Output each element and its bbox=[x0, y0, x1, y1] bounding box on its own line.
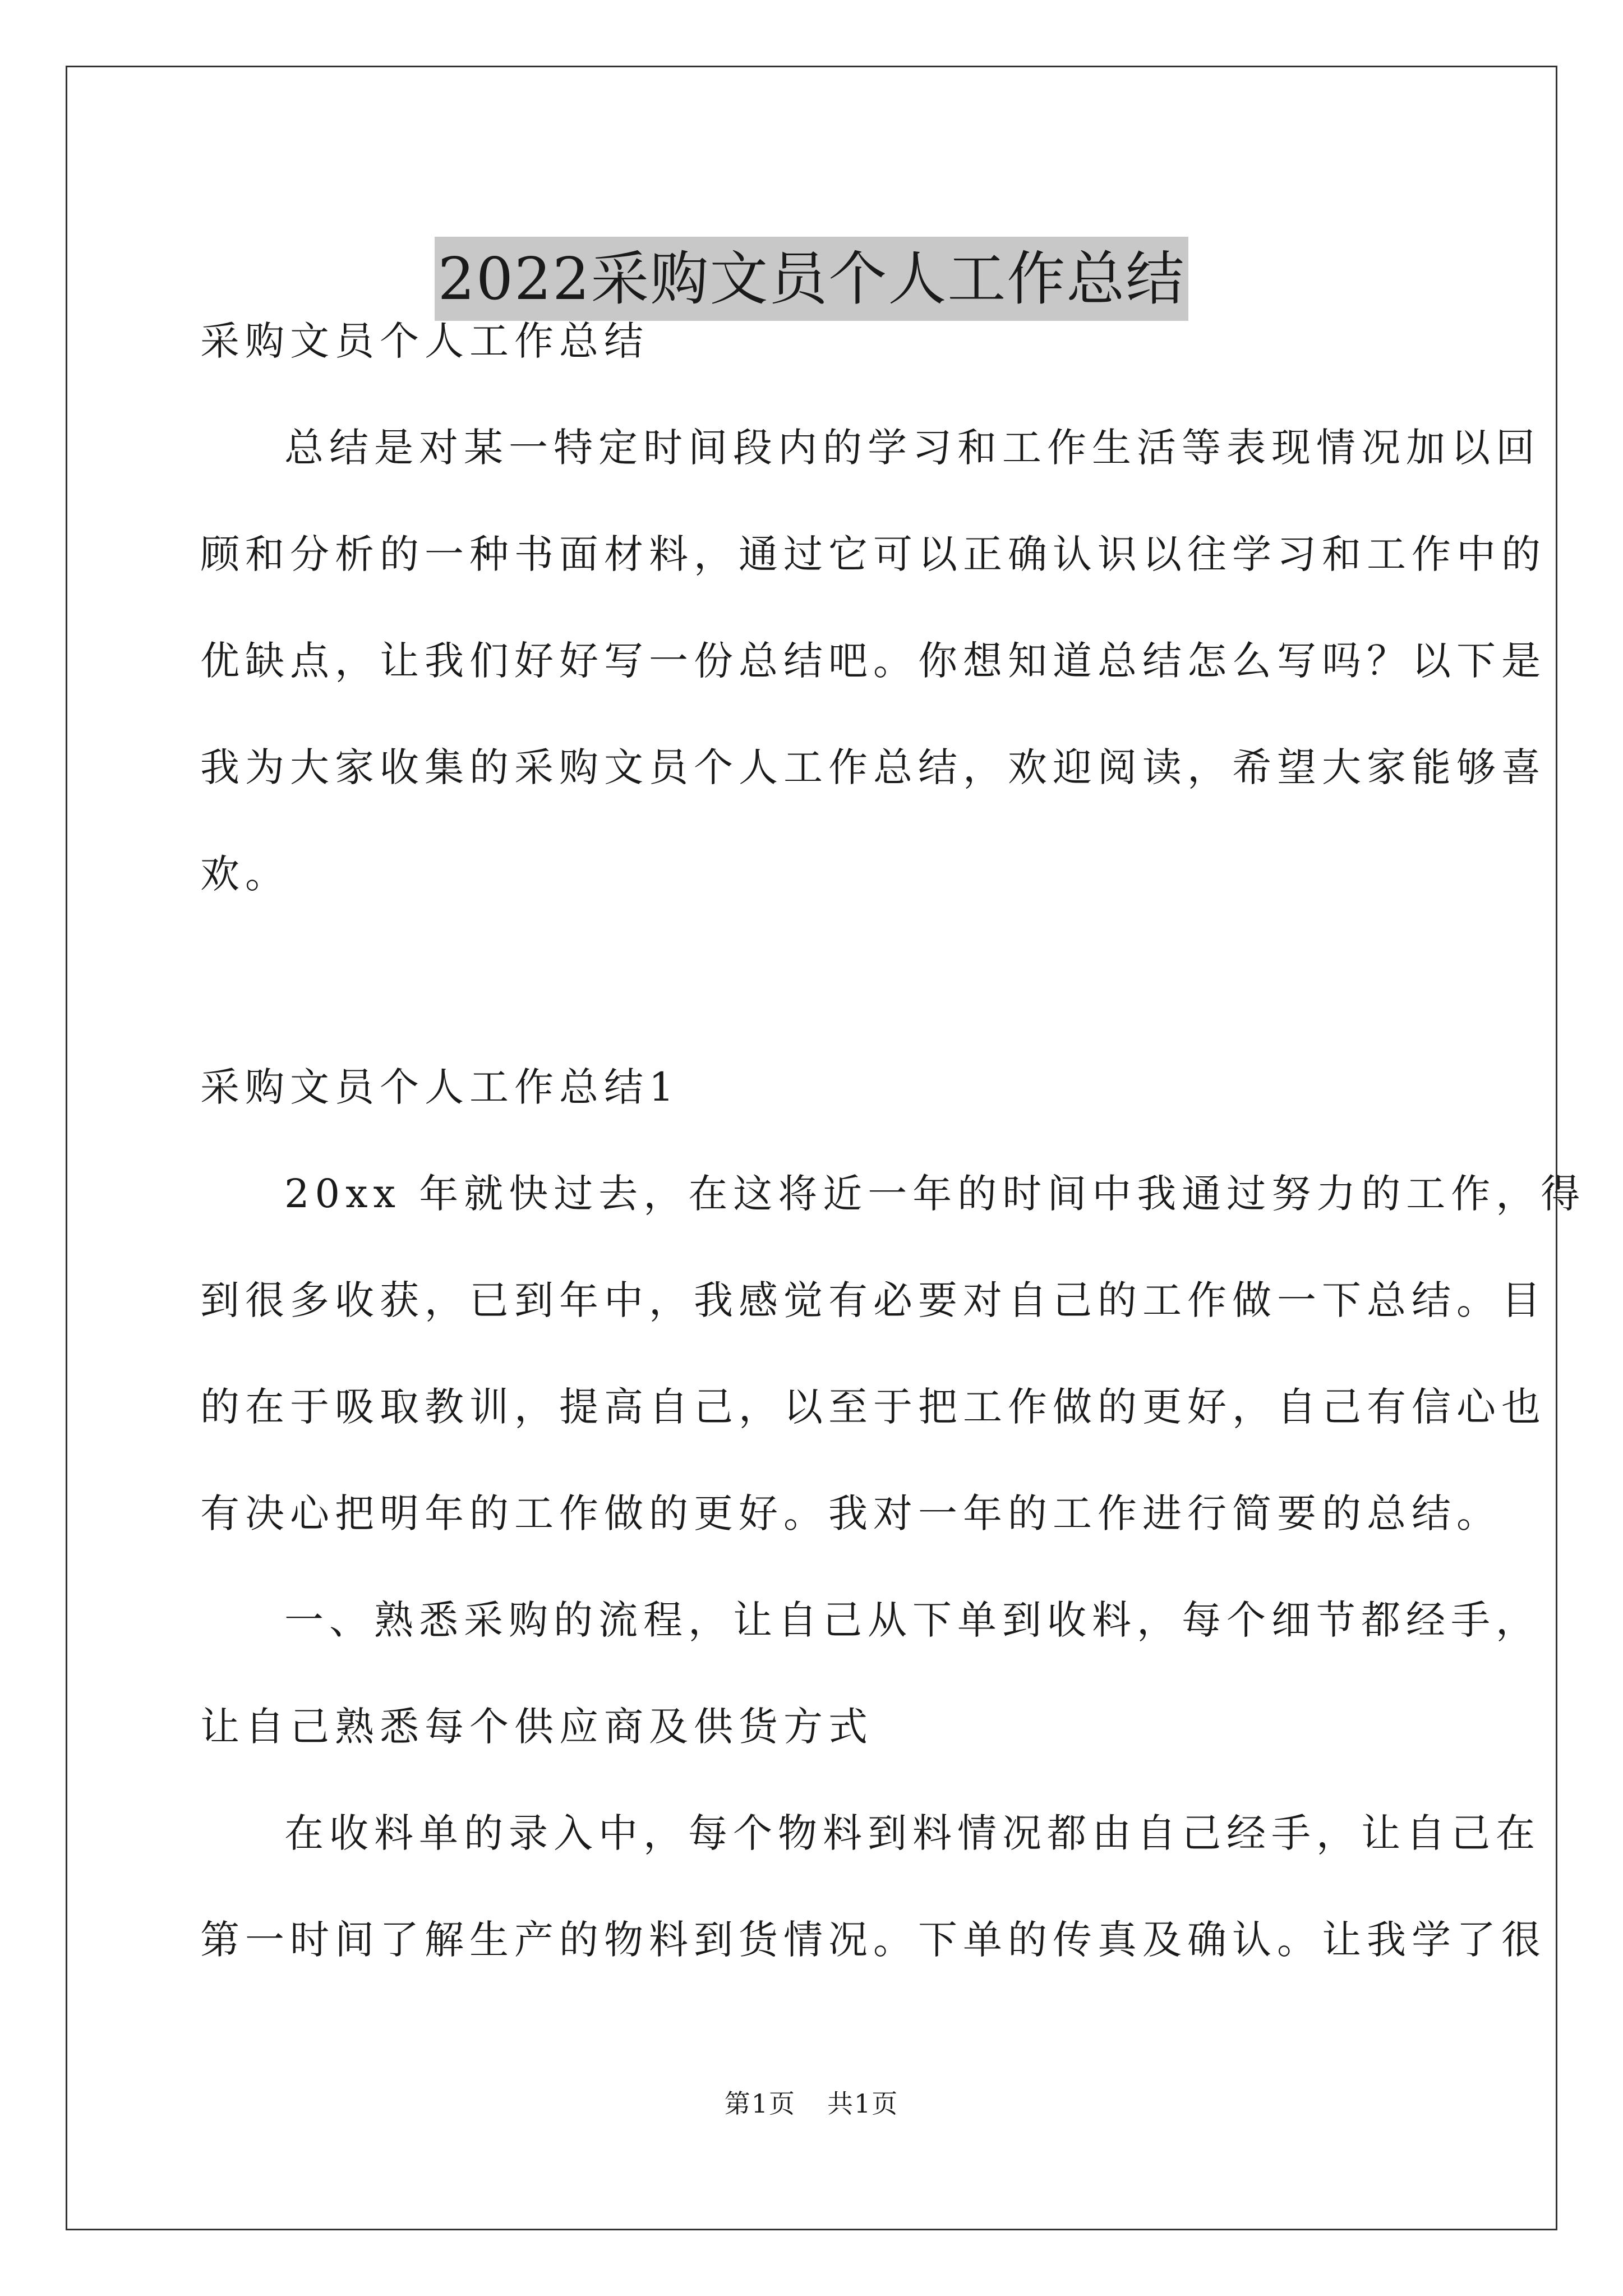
intro-line: 总结是对某一特定时间段内的学习和工作生活等表现情况加以回 bbox=[284, 425, 1541, 471]
body-line: 的在于吸取教训，提高自己，以至于把工作做的更好，自己有信心也 bbox=[200, 1384, 1546, 1430]
body-line: 20xx 年就快过去，在这将近一年的时间中我通过努力的工作，得 bbox=[284, 1171, 1586, 1217]
document-subtitle: 采购文员个人工作总结 bbox=[200, 318, 649, 364]
document-title: 2022采购文员个人工作总结 bbox=[435, 237, 1189, 321]
page-footer bbox=[0, 2087, 1623, 2120]
body-line: 第一时间了解生产的物料到货情况。下单的传真及确认。让我学了很 bbox=[200, 1917, 1546, 1963]
section-gap bbox=[200, 954, 1434, 1007]
intro-line: 顾和分析的一种书面材料，通过它可以正确认识以往学习和工作中的 bbox=[200, 531, 1546, 577]
body-line: 有决心把明年的工作做的更好。我对一年的工作进行简要的总结。 bbox=[200, 1490, 1501, 1536]
document-body bbox=[200, 314, 1586, 1967]
body-line: 一、熟悉采购的流程，让自己从下单到收料，每个细节都经手， bbox=[284, 1597, 1541, 1643]
text-stack bbox=[200, 314, 1586, 1967]
intro-line: 欢。 bbox=[200, 851, 290, 897]
body-line: 让自己熟悉每个供应商及供货方式 bbox=[200, 1704, 873, 1750]
page-total: 共1页 bbox=[827, 2088, 899, 2119]
body-line: 到很多收获，已到年中，我感觉有必要对自己的工作做一下总结。目 bbox=[200, 1277, 1546, 1323]
body-line: 在收料单的录入中，每个物料到料情况都由自己经手，让自己在 bbox=[284, 1810, 1541, 1856]
page-number: 第1页 bbox=[724, 2088, 796, 2119]
intro-line: 优缺点，让我们好好写一份总结吧。你想知道总结怎么写吗？以下是 bbox=[200, 638, 1546, 684]
intro-line: 我为大家收集的采购文员个人工作总结，欢迎阅读，希望大家能够喜 bbox=[200, 744, 1546, 790]
section-heading: 采购文员个人工作总结1 bbox=[200, 1064, 680, 1110]
